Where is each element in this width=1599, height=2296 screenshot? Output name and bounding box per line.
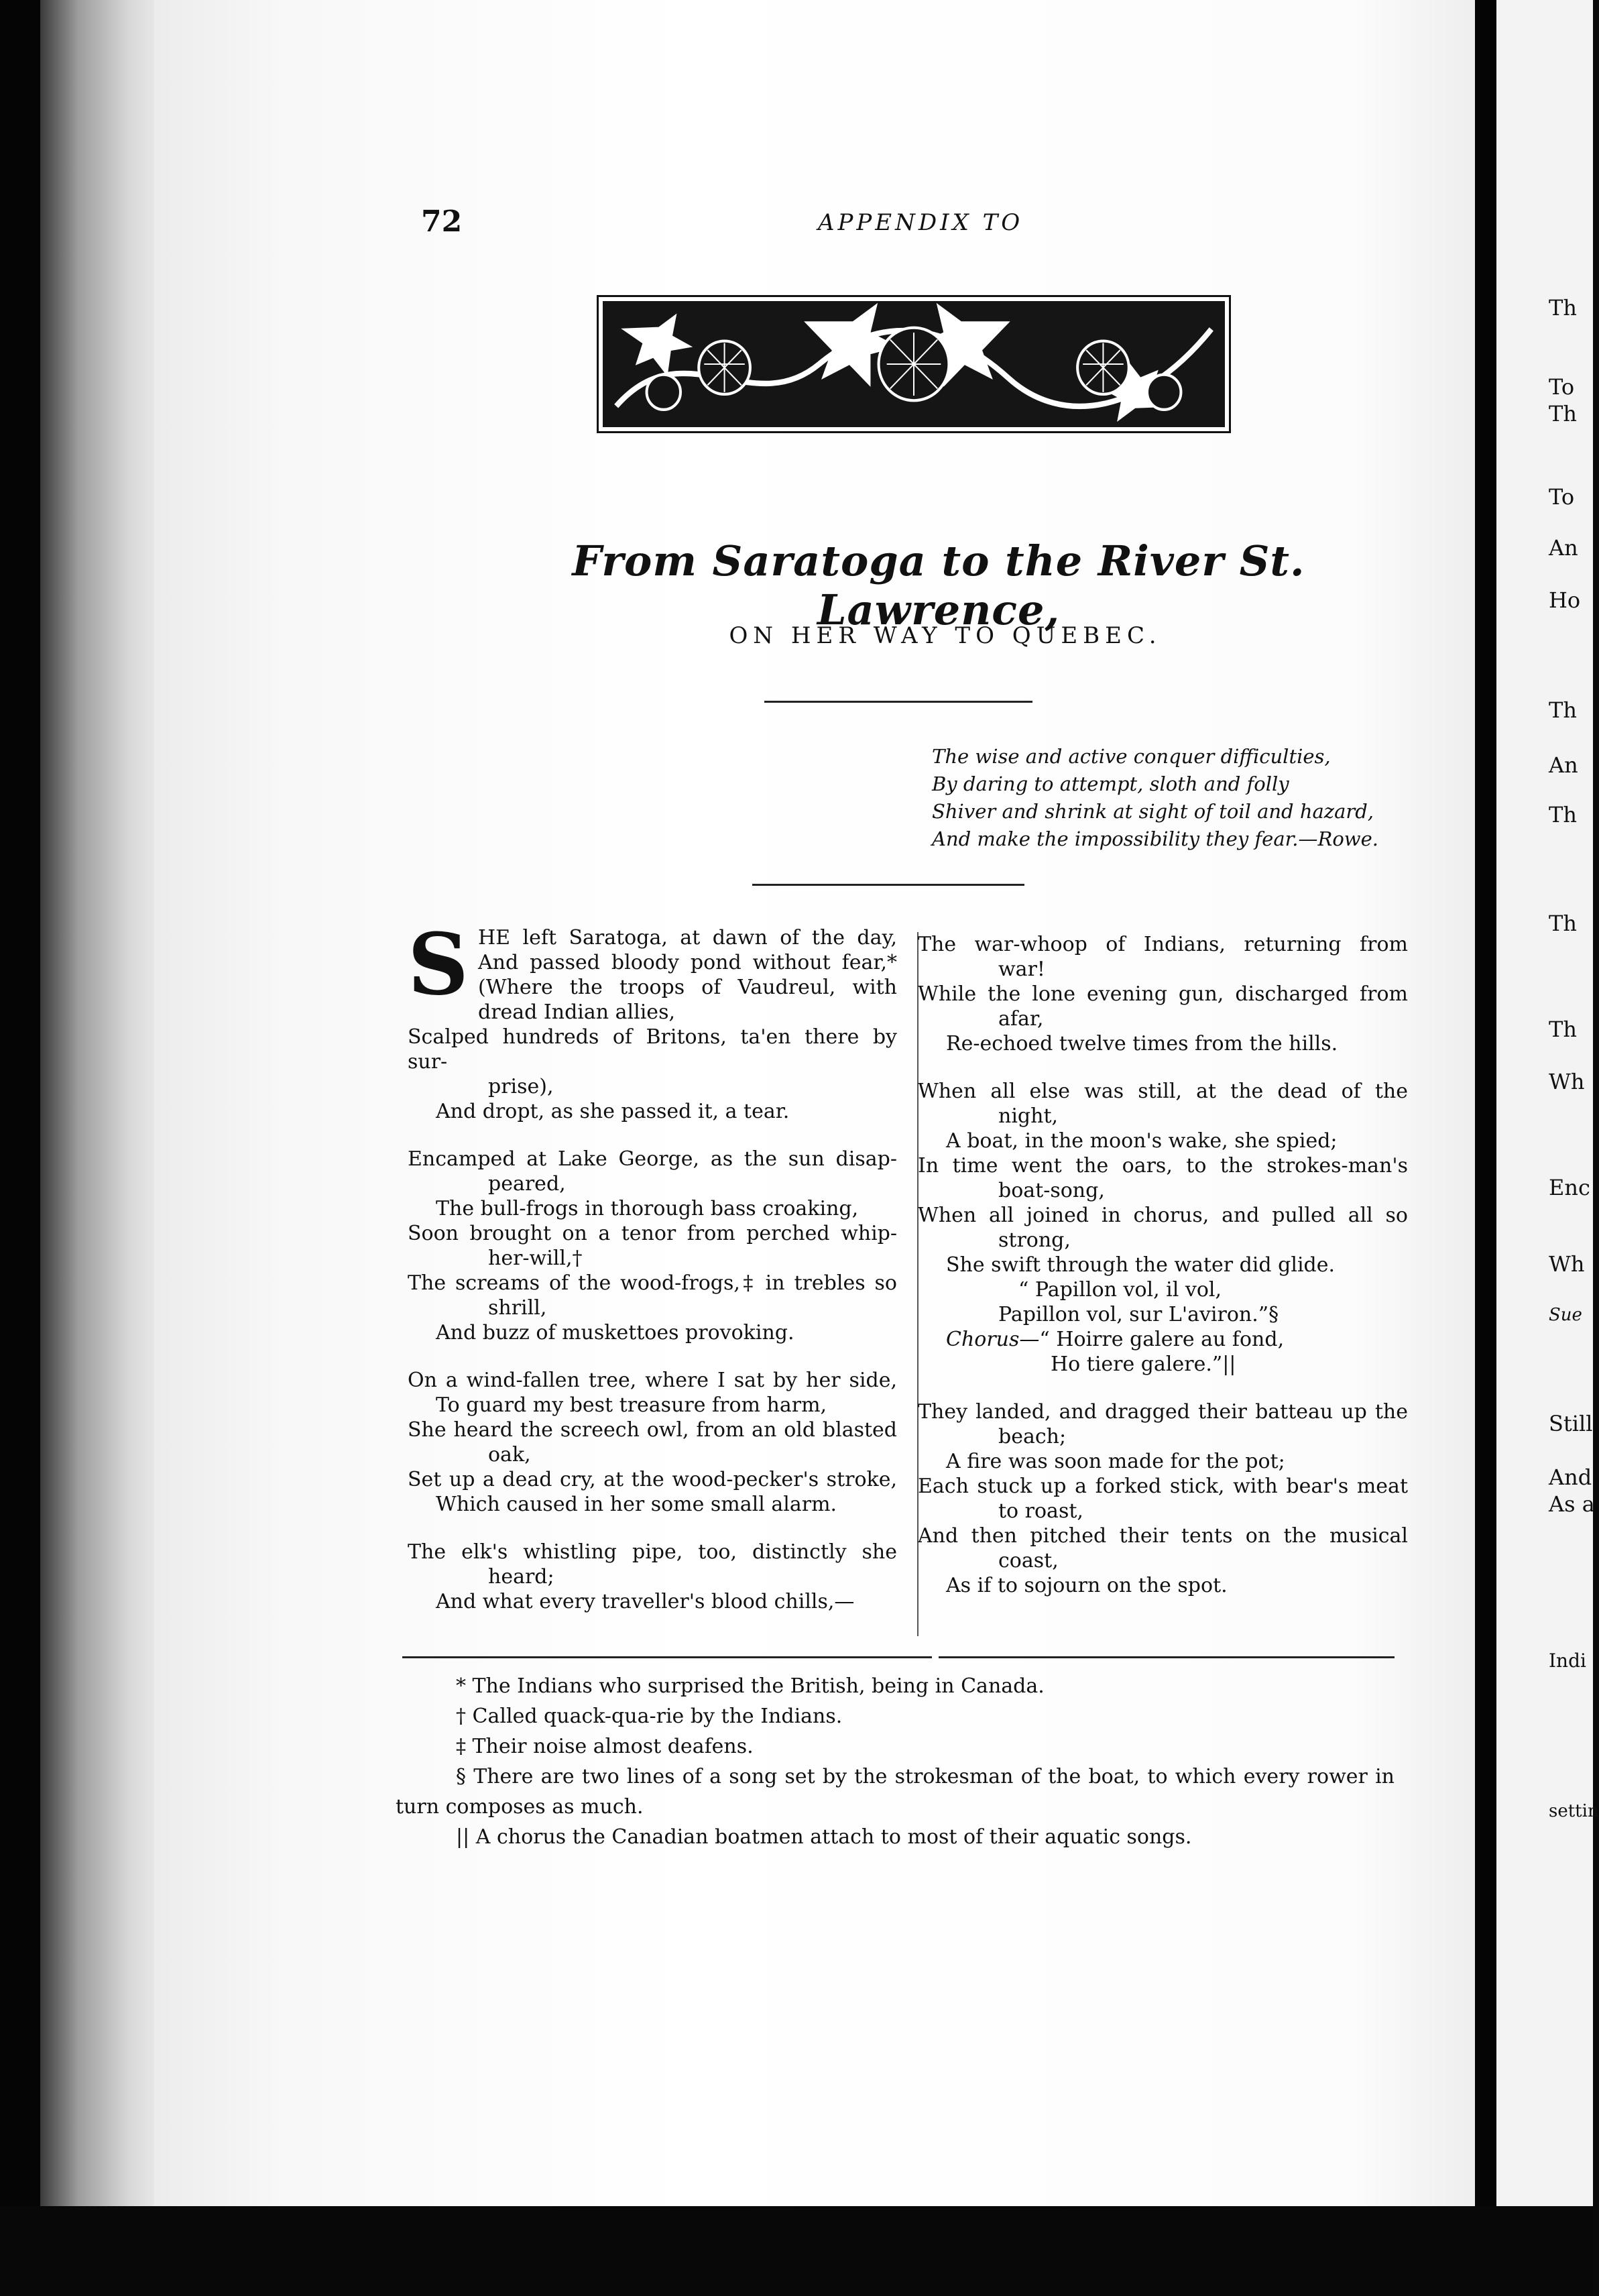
poem-line: HE left Saratoga, at dawn of the day, xyxy=(478,926,897,950)
next-page-fragment: Enc xyxy=(1549,1175,1590,1200)
epigraph-line: Shiver and shrink at sight of toil and hazard, xyxy=(932,800,1374,823)
poem-line: prise), xyxy=(488,1075,554,1098)
poem-line: Set up a dead cry, at the wood-pecker's stroke, xyxy=(408,1468,897,1491)
poem-line: Encamped at Lake George, as the sun disap- xyxy=(408,1147,897,1171)
chorus-label: Chorus— xyxy=(946,1328,1040,1351)
next-page-fragment: To xyxy=(1549,374,1575,400)
page-number: 72 xyxy=(421,205,463,239)
poem-line: Which caused in her some small alarm. xyxy=(436,1493,837,1516)
next-page-fragment: As a xyxy=(1549,1491,1595,1517)
poem-line: to roast, xyxy=(998,1499,1083,1523)
next-page-fragment: Th xyxy=(1549,911,1577,936)
poem-subtitle: ON HER WAY TO QUEBEC. xyxy=(729,622,1162,649)
stanza xyxy=(918,932,1408,1056)
epigraph-rule xyxy=(752,884,1024,886)
footnote-rule xyxy=(939,1656,1395,1658)
poem-line: oak, xyxy=(488,1443,531,1467)
poem-line: The bull-frogs in thorough bass croaking, xyxy=(436,1197,859,1220)
poem-title: From Saratoga to the River St. Lawrence, xyxy=(572,536,1305,634)
poem-line: A boat, in the moon's wake, she spied; xyxy=(946,1129,1338,1153)
poem-line: beach; xyxy=(998,1425,1067,1448)
next-page-fragment: An xyxy=(1549,535,1578,561)
poem-line: Each stuck up a forked stick, with bear's meat xyxy=(918,1475,1408,1498)
book-gutter xyxy=(1475,0,1498,2296)
poem-line: Scalped hundreds of Britons, ta'en there by sur- xyxy=(408,1025,897,1074)
next-page-fragment: Still xyxy=(1549,1411,1593,1436)
poem-line: On a wind-fallen tree, where I sat by her side, xyxy=(408,1369,897,1392)
poem-line: peared, xyxy=(488,1172,566,1196)
epigraph-line: The wise and active conquer difficulties, xyxy=(932,745,1331,768)
title-rule xyxy=(764,701,1032,703)
footnote-rule xyxy=(402,1656,932,1658)
poem-line: “ Papillon vol, il vol, xyxy=(1018,1278,1222,1302)
next-page-fragment: Sue xyxy=(1549,1305,1582,1325)
poem-line: A fire was soon made for the pot; xyxy=(946,1450,1285,1473)
poem-line: Ho tiere galere.”|| xyxy=(1051,1353,1236,1376)
poem-line: Soon brought on a tenor from perched whip- xyxy=(408,1222,897,1245)
next-page-edge xyxy=(1496,0,1593,2206)
next-page-fragment: To xyxy=(1549,484,1575,510)
scan-bottom-edge xyxy=(0,2206,1593,2296)
footnote: * The Indians who surprised the British, being in Canada. xyxy=(456,1674,1045,1698)
poem-line: The screams of the wood-frogs,‡ in trebles so xyxy=(408,1271,897,1295)
footnote: || A chorus the Canadian boatmen attach to most of their aquatic songs. xyxy=(456,1825,1192,1849)
stanza xyxy=(918,1079,1408,1377)
next-page-fragment: Th xyxy=(1549,401,1577,426)
poem-line: While the lone evening gun, discharged from xyxy=(918,982,1408,1006)
poem-line: The war-whoop of Indians, returning from xyxy=(918,933,1408,956)
poem-line: Re-echoed twelve times from the hills. xyxy=(946,1032,1338,1055)
footnote: ‡ Their noise almost deafens. xyxy=(456,1735,754,1758)
poem-line: As if to sojourn on the spot. xyxy=(946,1574,1228,1597)
poem-line: And passed bloody pond without fear,* xyxy=(478,951,897,974)
poem-line: When all joined in chorus, and pulled all so xyxy=(918,1204,1408,1227)
next-page-fragment: Th xyxy=(1549,697,1577,723)
poem-line: dread Indian allies, xyxy=(478,1000,675,1024)
page-edge-shadow xyxy=(40,0,168,2206)
next-page-fragment: Th xyxy=(1549,802,1577,827)
next-page-fragment: settin xyxy=(1549,1801,1599,1821)
poem-line: boat-song, xyxy=(998,1179,1105,1202)
epigraph xyxy=(932,743,1378,853)
chorus-line xyxy=(918,1327,1408,1352)
stanza xyxy=(408,1147,897,1345)
stanza xyxy=(408,1368,897,1517)
footnotes xyxy=(396,1671,1395,1852)
poem-line: She heard the screech owl, from an old blasted xyxy=(408,1418,897,1442)
poem-line: war! xyxy=(998,958,1045,981)
poem-line: To guard my best treasure from harm, xyxy=(436,1393,827,1417)
poem-line: shrill, xyxy=(488,1296,547,1320)
next-page-fragment: An xyxy=(1549,752,1578,778)
poem-line: She swift through the water did glide. xyxy=(946,1253,1336,1277)
thistle-ornament-banner xyxy=(597,295,1231,433)
next-page-fragment: Th xyxy=(1549,295,1577,321)
footnote: § There are two lines of a song set by the strokesman of the boat, to which every rower in turn composes as much. xyxy=(396,1765,1395,1819)
next-page-fragment: Indi xyxy=(1549,1650,1586,1672)
poem-left-column xyxy=(408,915,897,1637)
drop-cap: S xyxy=(408,915,469,1014)
poem-line: In time went the oars, to the strokes-man's xyxy=(918,1154,1408,1178)
stanza xyxy=(918,1399,1408,1598)
poem-line: (Where the troops of Vaudreul, with xyxy=(478,976,897,999)
next-page-fragment: Ho xyxy=(1549,587,1581,613)
poem-line: And buzz of muskettoes provoking. xyxy=(436,1321,794,1344)
poem-line: And then pitched their tents on the musical xyxy=(918,1524,1408,1548)
poem-line: coast, xyxy=(998,1549,1059,1572)
epigraph-line: And make the impossibility they fear.—Rowe. xyxy=(932,827,1379,850)
poem-line: When all else was still, at the dead of the xyxy=(918,1080,1408,1103)
poem-line: And what every traveller's blood chills,— xyxy=(436,1590,855,1613)
footnote: † Called quack-qua-rie by the Indians. xyxy=(456,1705,843,1728)
epigraph-line: By daring to attempt, sloth and folly xyxy=(932,772,1289,795)
next-page-fragment: Wh xyxy=(1549,1069,1585,1094)
poem-line: And dropt, as she passed it, a tear. xyxy=(436,1100,790,1123)
poem-line: strong, xyxy=(998,1228,1071,1252)
poem-line: Papillon vol, sur L'aviron.”§ xyxy=(998,1303,1279,1326)
poem-line: afar, xyxy=(998,1007,1044,1031)
next-page-fragment: And xyxy=(1549,1465,1592,1490)
next-page-fragment: Wh xyxy=(1549,1251,1585,1277)
poem-line: heard; xyxy=(488,1565,554,1589)
stanza xyxy=(408,915,897,1124)
stanza xyxy=(408,1540,897,1614)
poem-line: They landed, and dragged their batteau up the xyxy=(918,1400,1408,1424)
thistle-ornament-icon xyxy=(603,301,1225,427)
running-head: APPENDIX TO xyxy=(818,209,1024,236)
poem-line: her-will,† xyxy=(488,1247,583,1270)
chorus-text: “ Hoirre galere au fond, xyxy=(1039,1328,1285,1351)
poem-line: The elk's whistling pipe, too, distinctly she xyxy=(408,1540,897,1564)
poem-right-column xyxy=(908,932,1408,1621)
poem-line: night, xyxy=(998,1104,1059,1128)
next-page-fragment: Th xyxy=(1549,1017,1577,1042)
